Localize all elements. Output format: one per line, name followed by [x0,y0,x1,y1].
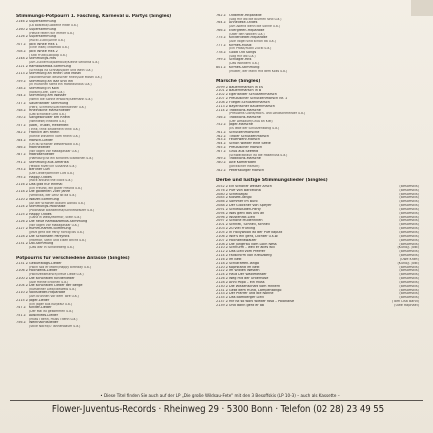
catalog-number: 747 Z [16,306,26,310]
song-title: Traditions-Märsche [229,157,261,161]
song-title: Happy-Oldies [29,175,52,179]
song-title: Superstimmung [29,27,57,31]
catalog-number: 801 Z [216,65,226,69]
catalog-number: 2116 Z [16,183,29,186]
catalog-number: 2110 Z [216,246,229,250]
song-title: Was geht das uns an [229,211,265,215]
song-title: Im Wilden Westen [229,269,260,273]
song-title: Fallschirm von Kreuzberg [229,254,272,258]
song-contents: (Wunderschön deutscher Rhein/Die Mosel u.a.) [29,75,102,79]
catalog-list-stimmungs-potpourri [16,20,212,249]
artist-name: (Kuno/J. Jost) [397,261,419,265]
song-title: Die Schönsten Partyhits [29,234,70,238]
artist-name: (Besoffskis) [399,269,419,273]
song-contents: (Ein Freund, ein guter Freund u.a.) [29,186,83,190]
catalog-number: 757 Z [16,123,26,127]
catalog-number: 2088 Z [216,204,229,208]
song-title: Ein schöner weißer Arsch [229,184,272,188]
song-title: Das Lied vom Pfeiffer [229,250,266,254]
song-contents: (Schnaps ist Schnaps/Bier und Wein u.a.) [29,68,93,72]
song-contents: (Wir lagen vor Madagaskar u.a.) [29,223,79,227]
catalog-number: 738 Z [16,86,26,90]
song-contents: (Kufsteiner Lied/Edelweiß u.a.) [29,287,77,291]
catalog-number: 2094 Z [216,211,229,215]
song-title: Matrosenlieder [29,153,55,157]
catalog-number: 2104 Z [16,284,29,288]
section-title-stimmungs-potpourri: Stimmungs-Potpourri 1. Fasching, Karneval u. Partys (Singles) [16,14,172,19]
song-title: Schnurm – weil er alles will [229,246,275,250]
catalog-number: 737 Z [16,101,26,105]
song-contents: (Eine Insel/Tiritomba u.a.) [29,46,69,50]
song-title: Stimmung an Isar und Inn [29,79,74,83]
song-title: Marinelieder [29,146,51,150]
song-title: Jäger-Lieder [29,298,50,302]
catalog-number: 2118 Z [16,190,29,194]
catalog-number: 750 Z [16,116,26,120]
catalog-number: 761 Z [216,130,226,134]
catalog-number: 2096 Z [216,215,229,219]
song-title: Kirmes-Stimmung [229,65,260,69]
catalog-number: 2101 Z [216,89,229,93]
catalog-number: 2115 Z [16,298,29,302]
song-title: Jubel, Trubel, Heiterkeit [29,123,69,127]
artist-name: (Besoffskis) [399,196,419,200]
catalog-number: 2114 Z [216,254,229,258]
catalog-number: 2131 Z [16,261,29,265]
catalog-number: 2124 Z [216,273,229,277]
catalog-number: 799 Z [216,58,226,62]
catalog-number: 2127 Z [16,227,29,231]
catalog-number: 744 Z [16,94,26,98]
artist-name: (Besoffskis) [399,200,419,204]
song-title: Hochzeits-Lieder [29,269,58,273]
catalog-number: 2107 Z [216,97,229,101]
song-contents: (Der Mai ist gekommen u.a.) [29,310,74,314]
catalog-list-oldies [216,14,419,73]
song-title: Anneliese-Oldies [229,21,258,25]
song-title: Stimmung am Wasser [29,94,67,98]
song-title: Die goldenen 20er Jahre [29,190,71,194]
song-title: Weihnachtslieder [29,321,59,325]
song-title: Schießbuden-Party [229,207,261,211]
song-title: Schöne Müllerinnen [229,219,263,223]
catalog-number: 2146 Z [16,20,29,24]
song-title: Preußischer Marsch [229,146,263,150]
catalog-number: 2130 Z [216,284,229,288]
catalog-number: 2076 Z [216,188,229,192]
artist-name: (Besoffskis) [399,234,419,238]
catalog-number: 2099 Z [216,85,229,89]
song-contents: (Kölsch/Lore, Lore u.a.) [29,90,65,94]
catalog-number: 759 Z [16,79,26,83]
artist-name: (Uwe Kraft) [399,257,419,261]
artist-name: (Besoffskis) [399,192,419,196]
song-title: Marsch-Lieder [29,138,53,142]
artist-name: (Besoffskis) [399,227,419,231]
catalog-number: 2106 Z [216,234,229,238]
song-title: Feuerwehr-Marsch [229,138,261,142]
artist-name: (Besoffskis) [399,292,419,296]
song-contents: (Stille Nacht/O Tannenbaum u.a.) [29,324,81,328]
song-contents: (Alle meine Entchen u.a.) [29,280,69,284]
footer-divider [10,400,423,401]
catalog-number: 2105 Z [216,230,229,234]
song-title: Rheinische Marschlieder [29,109,71,113]
song-title: Der Pfarrer und die Nonne [229,292,274,296]
song-title: Superstimmung [29,35,57,39]
song-contents: (Marmor, Stein und Eisen bricht u.a.) [29,238,87,242]
song-title: Stimmungs-Polonaise [29,205,66,209]
artist-name: (Kuno/J. Jost) [397,246,419,250]
song-title: Das gibt nur einmal [29,183,63,186]
song-contents: (In München steht ein Hofbräuhaus u.a.) [29,83,92,87]
song-contents: (Es lebe der Schützenkönig u.a.) [229,127,280,131]
song-contents: (Dat schönste Lied u.a.) [29,112,66,116]
artist-name: (Besoffskis) [399,254,419,258]
catalog-number: 780 Z [216,161,226,165]
catalog-number: 2113 Z [216,104,229,108]
artist-name: (Besoffskis) [399,277,419,281]
catalog-number: 2128 Z [16,234,29,238]
song-title: Alte Kameraden [229,161,257,165]
catalog-number: 2091 Z [216,207,229,211]
catalog-number: 778 Z [216,50,226,54]
catalog-number: 2120 Z [216,265,229,269]
song-title: Kopfstand im Bett [229,265,260,269]
catalog-number: 762 Z [216,134,226,138]
song-title: Das Bamberger Lied [229,296,264,300]
song-title: Anni Popo – ein Muss [229,280,265,284]
artist-name: (Besoffskis) [399,265,419,269]
song-contents: (Preußens Gloria/Hoch- und Deutschmeister u.a.) [229,112,306,116]
song-title: Zu viel Frühling [229,227,256,231]
song-title: Fröhlich am Rhein [29,131,60,135]
catalog-number: 2103 Z [216,227,229,231]
catalog-number: 782 Z [16,131,26,135]
song-contents: (Am Brunnen vor dem Tore u.a.) [29,295,79,299]
song-contents: (Yellow River/Oh Susanna u.a.) [29,164,77,168]
catalog-number: 769 Z [216,157,226,161]
song-contents: (Hoch soll er leben/Happy birthday u.a.) [29,265,92,269]
song-contents: (Tutti Frutti/Lollipop u.a.) [29,53,67,57]
catalog-entry [216,169,419,173]
catalog-number: 775 Z [216,36,226,40]
song-title: Im Bett [229,257,242,261]
song-title: Sangesbrüder am Rhein [29,116,70,120]
song-contents: (Ganz in Weiß/Marmor, Stein u.a.) [29,216,82,220]
song-contents: (Weinlese/Trinklied u.a.) [29,120,67,124]
catalog-number: 2108 Z [216,100,229,104]
song-contents: (Über den Wolken u.a.) [229,32,265,36]
catalog-number: 787 Z [16,153,26,157]
catalog-entry [216,304,419,308]
catalog-number: 2112 Z [216,250,229,254]
catalog-number: 746 Z [216,115,226,119]
song-title: Schnell, Schnell, schnell [229,223,270,227]
catalog-number: 2100 Z [16,276,29,280]
song-title: Die schönsten Lieder der Berge [29,284,83,288]
song-contents: (Das Wandern u.a.) [229,62,259,66]
catalog-number: 2101 Z [216,223,229,227]
artist-name: (Tom Lisa Band) [391,300,419,304]
song-title: Sauerländer Stimmung [29,101,69,105]
song-contents: (Rock around the clock u.a.) [29,179,73,183]
song-title: Volkslieder-Hitparade [29,291,66,295]
song-contents: (Hamburg ist ein schönes Städtchen u.a.) [29,157,94,161]
catalog-number: 777 Z [216,43,226,47]
song-title: Abschieds-Lieder [29,313,58,317]
song-title: Wüstenrot-Lied [229,215,255,219]
song-title: Schlaraffen-Tango [229,261,260,265]
catalog-number: 2106 Z [16,269,29,273]
artist-name: (Besoffskis) [399,211,419,215]
song-contents: (Ein Prosit/Rucki Zucki u.a.) [229,47,272,51]
artist-name: (Uwe Raphael) [394,304,419,308]
artist-name: (Besoffskis) [399,296,419,300]
song-title: Good Old Songs [229,50,257,54]
catalog-number: 795 Z [16,175,26,179]
song-title: Schlager-Hits [229,58,252,62]
song-title: Happy Oldies [29,212,52,216]
song-title: Stimmung aus Amerika [29,160,69,164]
song-contents: (Schwarzbraun ist die Haselnuss u.a.) [229,153,288,157]
song-contents: (Hochzeitsmarsch/Treue Liebe u.a.) [29,273,84,277]
catalog-number: 2080 Z [216,192,229,196]
song-title: Die neue Rambazamba-Stimmung [29,219,88,223]
song-title: Der Glöckner von Speyer [229,204,272,208]
catalog-list-potpourris-anlaesse [16,262,212,329]
catalog-number: 2108 Z [216,242,229,246]
song-title: Oldtimer-Hitparade [229,14,262,17]
song-contents: (Ein Jäger aus Kurpfalz u.a.) [29,302,72,306]
catalog-number: 2124 Z [16,205,29,209]
song-title: Sommer im Büro [229,200,258,204]
song-contents: (Jorckscher Marsch) [229,165,260,169]
song-contents: (Wenn die Sonne erwacht/Seemann u.a.) [29,98,93,102]
song-contents: (La Bostella/Goldene Mitte u.a.) [29,24,78,28]
catalog-number: 791 Z [16,160,26,164]
song-contents: (Alle Vögel sind schon da u.a.) [229,40,276,44]
catalog-number: 2097 Z [216,219,229,223]
catalog-number: 2137 Z [216,300,229,304]
song-title: Haut Der Waldmeister [229,273,267,277]
footnote: • Diese Titel finden Sie auch auf der LP „Die große Wildsau-Fete" mit den 3 Besoffskis (LP 10-3) – auch als Kassette – [100,393,340,398]
song-title: Jäger-Märsche [229,123,253,127]
song-title: Evergreen-Hitparade [229,28,265,32]
song-title: Kirmes-Musik [229,43,252,47]
song-title: Tiroler Schützenmarsch [229,134,270,138]
catalog-number: 782 Z [216,168,226,172]
artist-name: (Besoffskis) [399,238,419,242]
catalog-number: 2118 Z [216,261,229,265]
catalog-number: 786 Z [16,146,26,150]
catalog-number: 2121 Z [16,64,29,68]
artist-name: (Besoffskis) [399,219,419,223]
catalog-number: 2120 Z [16,197,29,201]
song-title: Stimmungs-Hits [29,57,57,61]
song-title: Stimmung in Köln [29,86,59,90]
catalog-number: 756 Z [16,321,26,325]
artist-name: (Besoffskis) [399,230,419,234]
song-title: Bauernmarsch in B [229,89,262,93]
song-title: Jack White Hits 1 [29,42,58,46]
song-title: Rambazamba-Stimmung [29,64,71,68]
catalog-number: 2107 Z [216,238,229,242]
song-contents: (Am Zuckerhut/Bambule/Kleine Senorita u.a.) [29,61,100,65]
catalog-number: 764 Z [216,142,226,146]
catalog-number: 2114 Z [216,108,229,112]
catalog-number: 2052 Z [216,184,229,188]
song-title: Walzer-Stimmung [29,197,59,201]
song-contents: (Sag mir wo die Blumen sind u.a.) [229,17,282,21]
song-title: Die Wissenschaft vom Hintern [229,284,281,288]
song-title: Berliner Luft [29,168,50,172]
song-contents: (Rucki Zucki/Anne u.a.) [29,39,65,43]
catalog-number: 767 Z [216,149,226,153]
song-title: Schon wieder eine Seele [229,142,271,146]
section-title-potpourris-anlaesse: Potpourris für verschiedene Anlässe (Singles) [16,255,130,261]
artist-name: (Besoffskis) [399,207,419,211]
song-contents: (Die Lieder/Berliner Luft u.a.) [29,172,75,176]
catalog-number: 708 Z [16,49,26,53]
song-title: Rumm-Ramm-Stimmung [29,227,71,231]
catalog-list-derbe-lustige [216,185,419,308]
song-title: Kinder-Lieder [29,306,52,310]
artist-name: (Besoffskis) [399,288,419,292]
song-contents: (Muss i denn, muss i denn u.a.) [29,317,78,321]
catalog-number: 2110 Z [16,291,29,295]
song-title: Und dann geht er ab [229,304,265,308]
song-title: Preußischer Schützenmarsch Nr. 1 [229,97,288,101]
catalog-number: 2126 Z [16,35,29,39]
song-title: Dol-Stimmung [29,242,54,246]
section-title-maersche: Märsche (Singles) [216,79,261,85]
catalog-number: 2116 Z [216,257,229,261]
song-title: Superstimmung [29,20,57,24]
song-title: Gebt dem Hund, Lampentango [229,288,282,292]
song-title: Puff von Barcelona [229,188,261,192]
song-contents: (Trink, trink Brüderlein trink u.a.) [29,127,80,131]
catalog-number: 762 Z [216,14,226,17]
catalog-number: 765 Z [216,146,226,150]
catalog-number: 752 Z [216,123,226,127]
artist-name: (Besoffskis) [399,250,419,254]
catalog-number: 2126 Z [16,219,29,223]
song-contents: (Veronika, der Lenz ist da u.a.) [29,194,77,198]
catalog-number: 2086 Z [216,200,229,204]
song-contents: (Kleine Winzerin vom Rhein u.a.) [29,135,80,139]
song-title: Bauernmarsch in Es [229,85,263,89]
catalog-list-maersche [216,86,419,173]
catalog-number: 2139 Z [216,304,229,308]
song-contents: (Heute feiern wir immer u.a.) [29,31,75,35]
song-title: Klosett-Tango [229,196,252,200]
catalog-number: 763 Z [216,138,226,142]
song-title: Petersburger Marsch [229,168,265,172]
right-column [216,14,419,308]
artist-name: (Besoffskis) [399,242,419,246]
song-contents: (Am Abend wenn die Sonne u.a.) [229,25,280,29]
song-title: Weg mit der Unterhose [229,277,269,281]
song-title: Traditions-Märsche [229,115,261,119]
song-contents: (Polonaise Blankenese/Schneewalzer u.a.) [29,209,95,213]
catalog-number: 793 Z [16,168,26,172]
song-title: Egerländer Schützenmarsch [229,93,277,97]
artist-name: (Besoffskis) [399,280,419,284]
catalog-number: 2085 Z [216,196,229,200]
artist-name: (Besoffskis) [399,188,419,192]
song-contents: (Der Dessauer/Gruß an Kiel) [229,119,273,123]
catalog-number: 2148 Z [16,57,29,61]
section-title-derbe-lustige: Derbe und lustige Stimmungslieder (Singles) [216,178,328,184]
song-title: Mir ist so wohl wieder rosa – Polonaise [229,300,295,304]
song-title: Die schönsten Kinderlieder [29,276,75,280]
label-address-footer: Flower-Juventus-Records · Rheinweg 29 · 5300 Bonn · Telefon (02 28) 23 49 55 [51,404,385,415]
song-title: Die Jungfrau vom Loch Ness [229,242,277,246]
catalog-number: 784 Z [16,138,26,142]
song-title: Jack White Hits 2 [29,49,58,53]
song-title: In Hollywood ist der Puff kaputt [229,230,283,234]
song-title: Schützenmärsche [229,130,260,134]
song-contents: (Wir lagen vor Madagaskar u.a.) [29,149,79,153]
artist-name: (Besoffskis) [399,284,419,288]
song-title: Kinderlieder-Hitparade [229,36,268,40]
catalog-number: 2160 Z [16,27,29,31]
song-title: Hochzeitswalzer [229,238,257,242]
song-title: Wie's ein geht, Dichter u.s.w. [229,234,279,238]
song-contents: (Mutter, der Mann mit dem Koks u.a.) [229,69,288,73]
song-title: Geburtstags-Lieder [29,261,62,265]
song-contents: (Oh du schöner Westerwald u.a.) [29,142,80,146]
catalog-number: 2102 Z [216,93,229,97]
song-contents: (Jetzt geht die Party richtig los u.a.) [29,231,84,235]
song-contents: (Das war in Schöneberg u.a.) [29,245,75,249]
artist-name: (Besoffskis) [399,215,419,219]
artist-name: (Besoffskis) [399,184,419,188]
song-title: Gruß aus Seefeld [229,149,259,153]
catalog-number: 2128 Z [216,280,229,284]
song-title: Scheißegal [229,192,248,196]
catalog-number: 2126 Z [216,277,229,281]
catalog-number: 2133 Z [216,292,229,296]
song-contents: (Sag mir wo u.a.) [229,54,256,58]
catalog-number: 2135 Z [216,296,229,300]
left-column [16,14,212,328]
song-contents: (An der schönen blauen Donau u.a.) [29,201,85,205]
catalog-number: 2125 Z [16,212,29,216]
artist-name: (Besoffskis) [399,273,419,277]
catalog-number: 2122 Z [216,269,229,273]
song-title: Flieger-Schützenmarsch [229,100,270,104]
song-title: Traditions-Märsche [229,108,261,112]
catalog-number: 2131 Z [16,242,29,246]
artist-name: (Besoffskis) [399,204,419,208]
catalog-number: 748 Z [16,109,26,113]
song-title: Stimmung an Rhein und Mosel [29,72,81,76]
song-title: Bayerischer Bauernmarsch [229,104,275,108]
song-contents: (Herz, Schmerz/Liechtensteiner u.a.) [29,105,86,109]
catalog-number: 2131 Z [216,288,229,292]
catalog-number: 707 Z [16,42,26,46]
catalog-number: 2113 Z [16,72,29,76]
catalog-number: 766 Z [216,28,226,32]
artist-name: (Besoffskis) [399,223,419,227]
catalog-number: 751 Z [16,313,26,317]
catalog-number: 764 Z [216,21,226,25]
